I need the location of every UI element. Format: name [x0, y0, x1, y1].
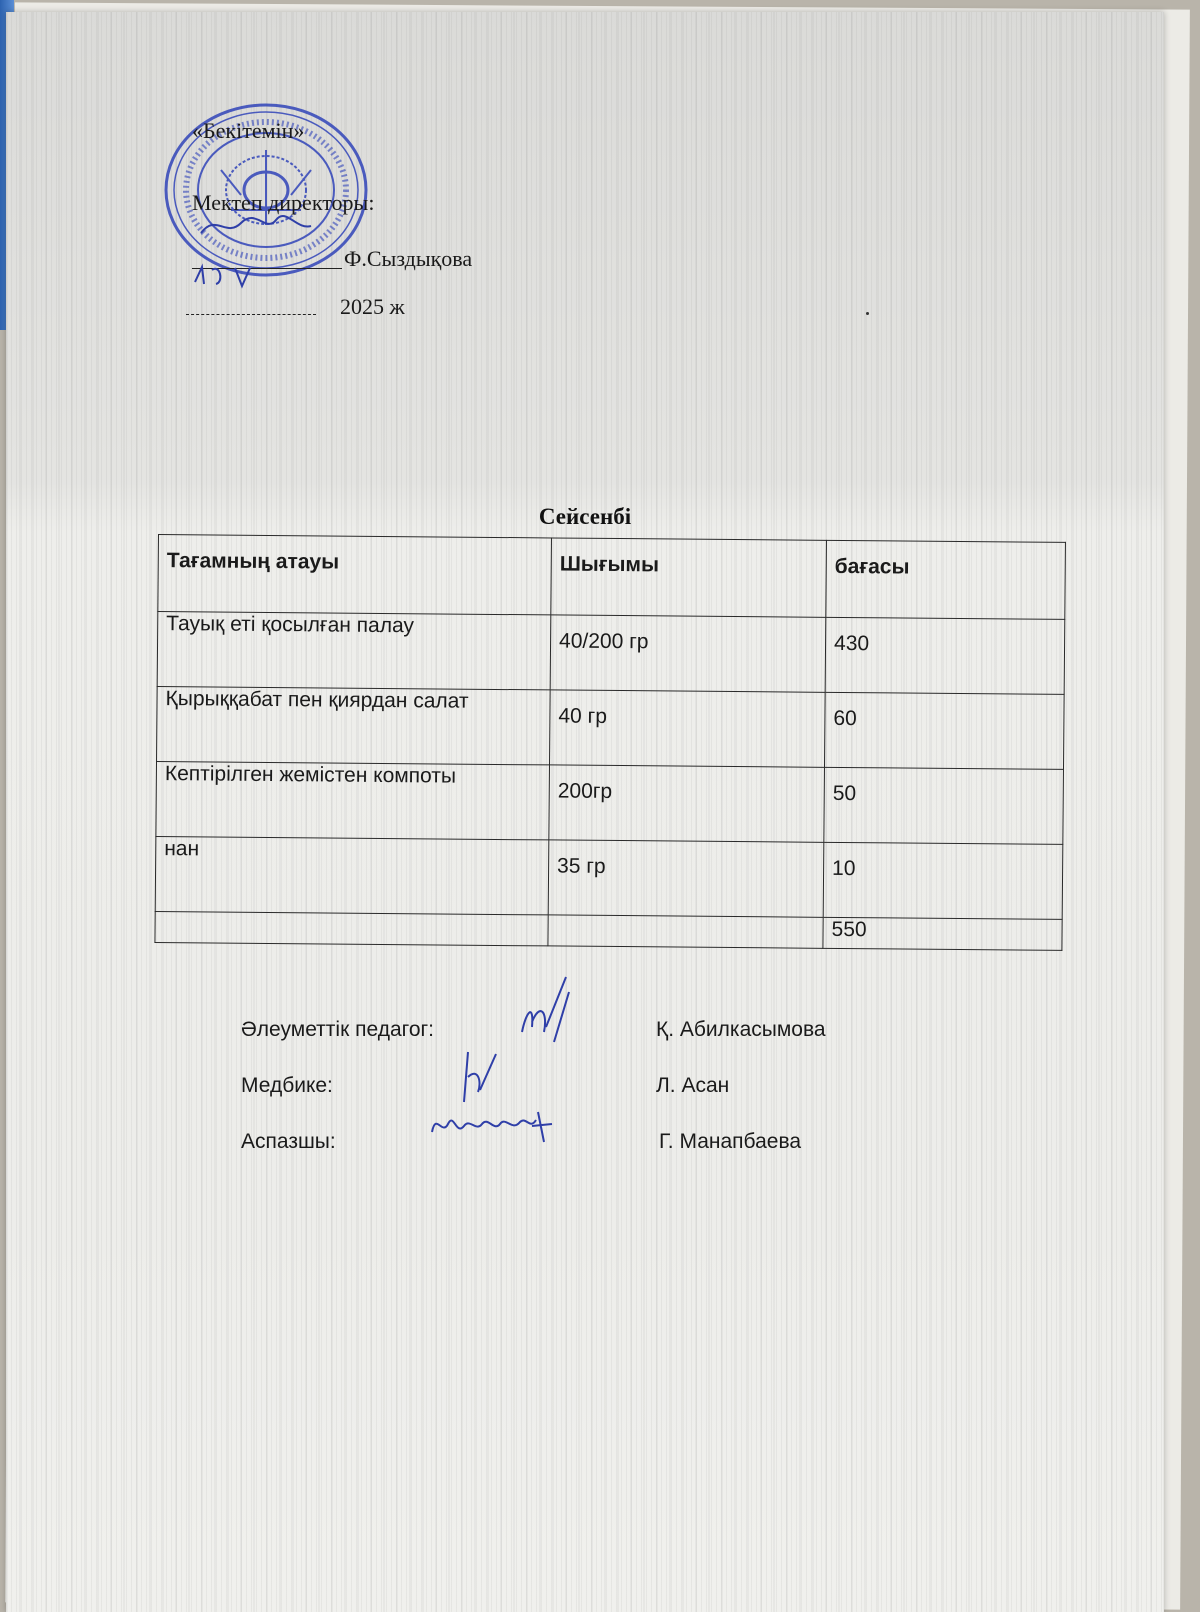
document-page: [6, 12, 1164, 1612]
signature-role: Аспазшы:: [241, 1130, 336, 1153]
director-name: Ф.Сыздықова: [344, 246, 473, 271]
stray-dot: [866, 312, 869, 315]
cell-dish: [155, 911, 548, 945]
cell-portion: [548, 915, 823, 948]
table-row: [157, 686, 1065, 769]
cell-price: 10: [823, 842, 1063, 919]
table-header-row: [158, 535, 1066, 620]
director-role: Мектеп директоры:: [192, 190, 375, 215]
header-dish-name: Тағамның атауы: [158, 535, 552, 615]
header-price: бағасы: [826, 540, 1066, 619]
menu-table: [154, 534, 1066, 951]
cell-total-price: 550: [823, 917, 1062, 950]
cell-portion: 35 гр: [548, 840, 824, 917]
approval-year: 2025 ж: [340, 294, 405, 319]
director-signature: [196, 208, 316, 248]
table-total-row: [155, 911, 1062, 950]
approval-title: «Бекітемін»: [192, 118, 305, 143]
signature-role: Медбике:: [241, 1074, 333, 1097]
social-pedagogue-signature: [514, 972, 574, 1052]
signature-name: Л. Асан: [656, 1074, 730, 1097]
cook-signature: [426, 1102, 566, 1152]
header-portion: Шығымы: [551, 538, 827, 617]
day-title: Сейсенбі: [538, 504, 632, 529]
signature-role: Әлеуметтік педагог:: [241, 1018, 434, 1041]
cell-portion: 40 гр: [549, 690, 825, 767]
cell-dish: Қырыққабат пен қиярдан салат: [157, 686, 551, 764]
cell-price: 50: [824, 767, 1064, 844]
signature-name: Қ. Абилкасымова: [656, 1018, 826, 1041]
date-handwriting: [190, 262, 270, 292]
cell-price: 60: [824, 692, 1064, 769]
cell-dish: Тауық еті қосылған палау: [157, 612, 551, 690]
cell-price: 430: [825, 617, 1065, 694]
table-row: [156, 761, 1064, 844]
cell-dish: нан: [155, 836, 549, 914]
signature-name: Г. Манапбаева: [659, 1130, 802, 1153]
date-line: [186, 296, 316, 315]
table-row: [157, 612, 1065, 695]
cell-portion: 40/200 гр: [550, 615, 826, 692]
table-row: [155, 836, 1063, 919]
cell-portion: 200гр: [549, 765, 825, 842]
cell-dish: Кептірілген жемістен компоты: [156, 761, 550, 839]
